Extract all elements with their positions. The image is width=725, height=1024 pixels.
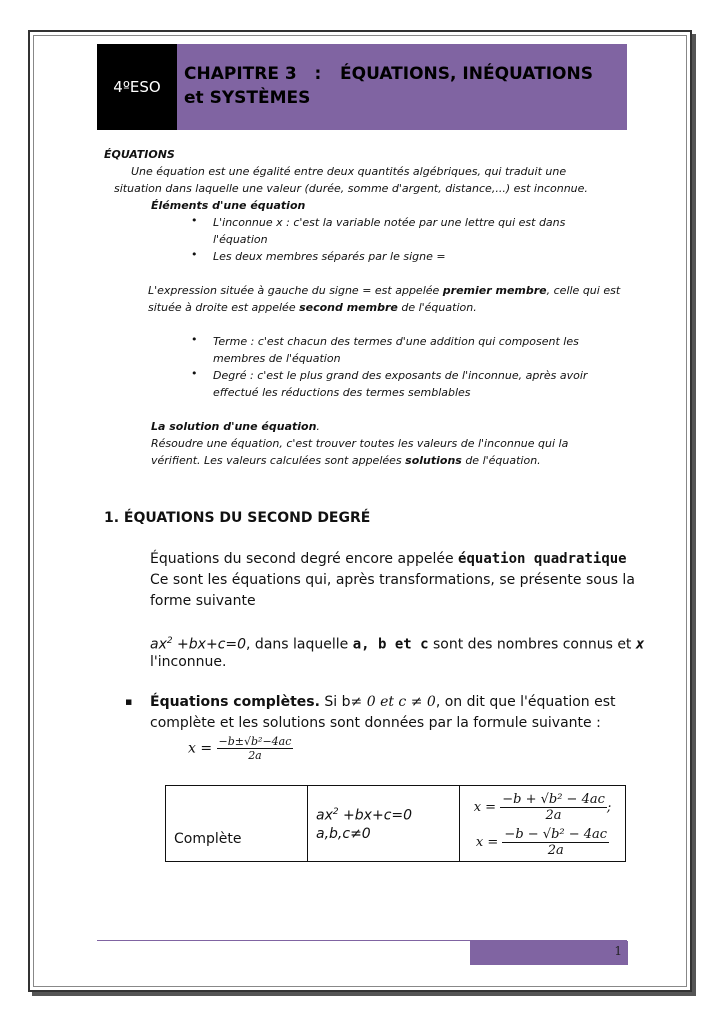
chapter-title-text: ÉQUATIONS, INÉQUATIONS [340,64,593,84]
quadratic-formula [188,735,293,762]
numerator: −b±√b²−4ac [218,735,292,748]
paragraph: Ce sont les équations qui, après transformations, se présente sous la [150,572,635,588]
bullet-dot: • [191,367,198,380]
table-cell-solutions [460,786,626,862]
chapter-title [184,64,624,84]
formula-lhs: x = [475,834,499,850]
list-item: membres de l'équation [213,352,341,365]
fraction [217,735,294,762]
list-item: Les deux membres séparés par le signe = [213,250,446,263]
grade-text: 4ºESO [113,78,161,96]
text: +bx+c=0 [172,636,247,653]
text: de l'équation. [397,301,477,314]
paragraph [150,549,627,570]
term-solutions: solutions [405,454,462,467]
chapter-title-banner [177,44,627,130]
subheading-elements: Éléments d'une équation [151,199,306,212]
list-item: effectué les réductions des termes semblables [213,386,471,399]
list-item: l'équation [213,233,268,246]
subheading-solution [151,418,320,435]
text: sont des nombres connus et [428,636,636,653]
chapter-number: CHAPITRE 3 : [184,64,322,84]
text: La solution d'une équation [151,420,317,433]
list-item: Degré : c'est le plus grand des exposants de l'inconnue, après avoir [213,369,588,382]
solution-line [151,452,541,469]
variables: a, b et c [352,636,429,653]
text: vérifient. Les valeurs calculées sont appelées [151,454,406,467]
expression-paragraph [148,299,477,316]
paragraph: l'inconnue. [150,654,227,670]
table-cell-type: Complète [166,786,308,862]
term-second-membre: second membre [299,301,398,314]
condition: ≠ 0 et c ≠ 0 [350,694,436,710]
solutions-table [165,785,626,862]
denominator: 2a [545,807,562,823]
text: Si b [319,694,351,710]
condition: a,b,c≠0 [316,826,371,843]
solution-1 [461,792,624,823]
list-item: L'inconnue x : c'est la variable notée par une lettre qui est dans [213,216,566,229]
bullet-dot: • [191,214,198,227]
table-cell-equation [308,786,460,862]
bullet-dot: • [191,333,198,346]
page-frame-shadow [32,992,696,996]
denominator: 2a [547,842,564,858]
text: +bx+c=0 [338,807,413,824]
denominator: 2a [248,749,262,762]
fraction [502,827,609,858]
term-quadratique: équation quadratique [458,551,627,567]
exponent: 2 [332,806,339,817]
exponent: 2 [166,636,173,646]
term-equations-completes: Équations complètes. [150,694,320,710]
text: ax [316,807,333,824]
text: ax [150,636,167,653]
square-bullet-icon: ▪ [125,695,133,708]
complete-equations-line [150,692,616,713]
text: de l'équation. [461,454,541,467]
section-heading-second-degree: 1. ÉQUATIONS DU SECOND DEGRÉ [104,510,371,526]
page-frame-shadow [692,34,696,996]
text: , on dit que l'équation est [435,694,616,710]
intro-line: Une équation est une égalité entre deux quantités algébriques, qui traduit une [131,165,567,178]
text: . [316,420,320,433]
paragraph: complète et les solutions sont données par la formule suivante : [150,715,601,731]
text: L'expression située à gauche du signe = est appelée [148,284,443,297]
solution-line: Résoudre une équation, c'est trouver toutes les valeurs de l'inconnue qui la [151,437,569,450]
formula-lhs: x = [188,740,213,757]
solution-2 [461,827,624,858]
section-heading-equations: ÉQUATIONS [104,148,175,161]
table-row [166,786,626,862]
fraction [500,792,607,823]
grade-label [97,44,177,130]
numerator: −b + √b² − 4ac [502,791,605,807]
intro-line: situation dans laquelle une valeur (durée, somme d'argent, distance,...) est inconnue. [114,182,588,195]
separator: ; [606,799,612,815]
chapter-title-line2: et SYSTÈMES [184,88,311,108]
variable-x: x [635,636,645,653]
list-item: Terme : c'est chacun des termes d'une addition qui composent les [213,335,579,348]
equation [316,803,458,826]
bullet-dot: • [191,248,198,261]
term-premier-membre: premier membre [442,284,547,297]
formula-lhs: x = [473,799,497,815]
page-number: 1 [470,941,628,965]
expression-paragraph [148,282,620,299]
paragraph: forme suivante [150,593,256,609]
text: , dans laquelle [246,636,353,653]
text: située à droite est appelée [148,301,300,314]
numerator: −b − √b² − 4ac [504,826,608,842]
text: , celle qui est [546,284,621,297]
text: Équations du second degré encore appelée [150,551,459,567]
